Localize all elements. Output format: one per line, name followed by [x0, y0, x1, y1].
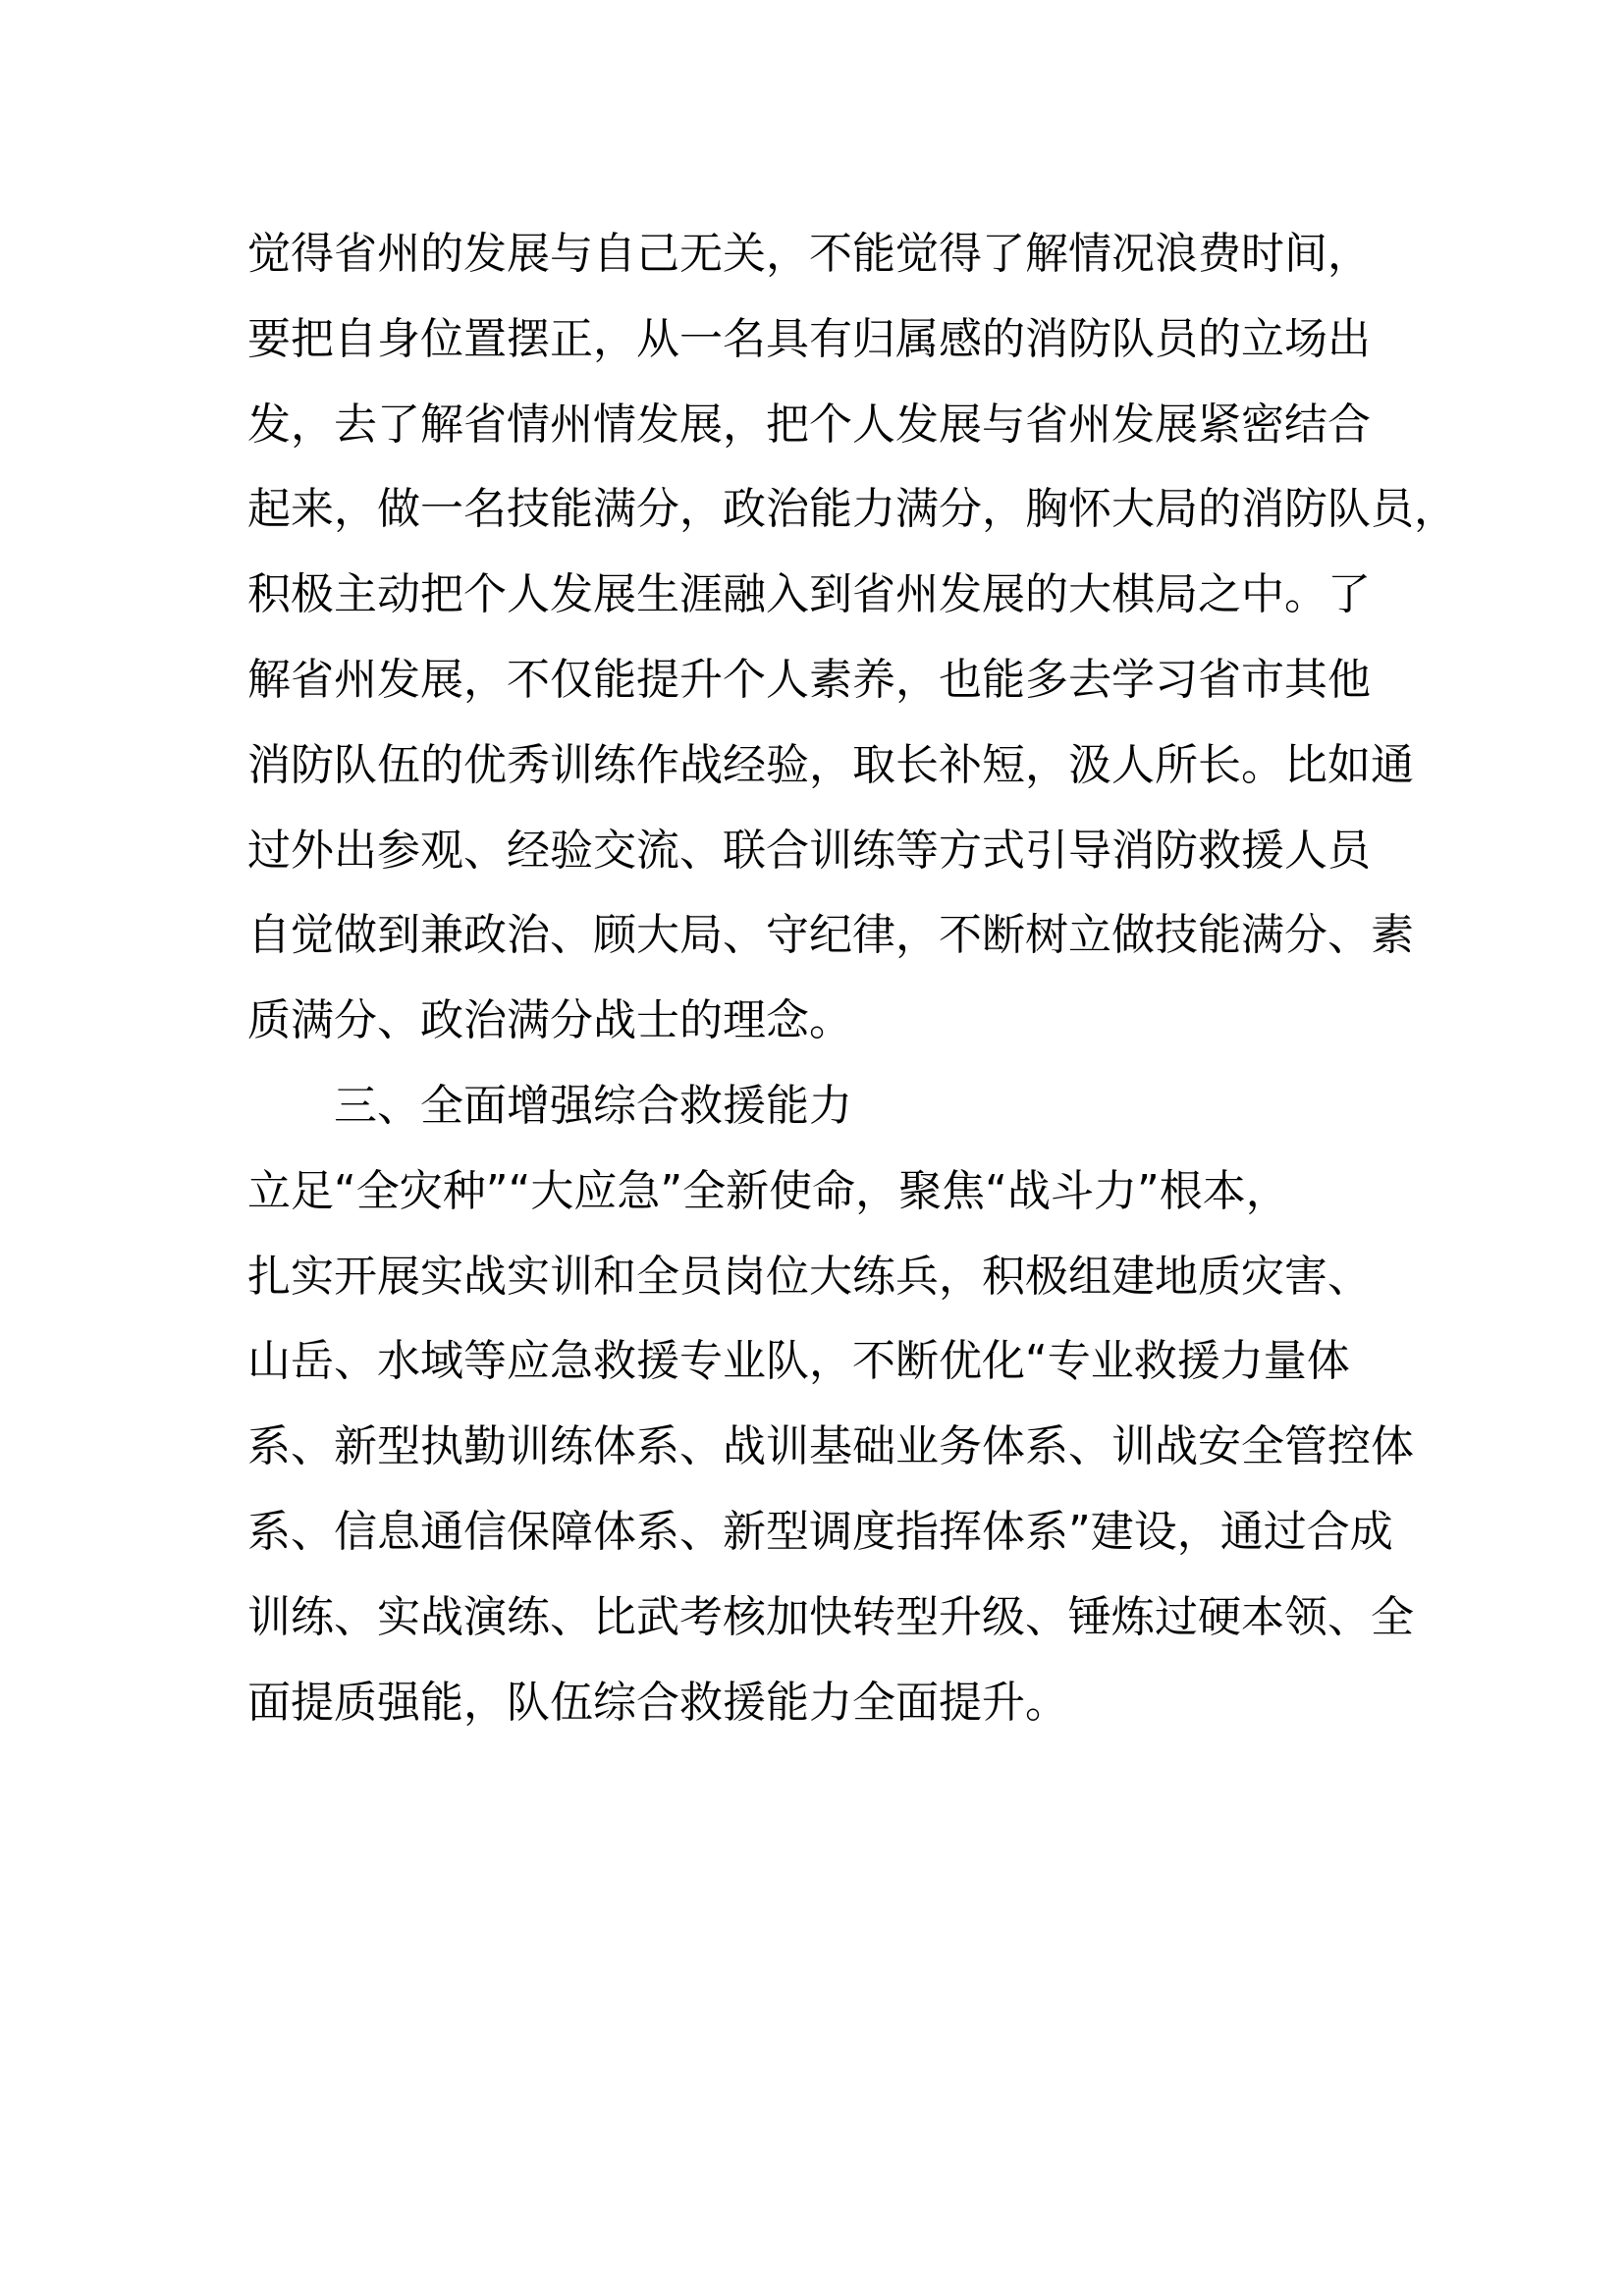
- text-line: 积极主动把个人发展生涯融入到省州发展的大棋局之中。了: [247, 569, 1371, 620]
- text-line: 山岳、水域等应急救援专业队，不断优化“专业救援力量体: [247, 1336, 1350, 1387]
- paragraph-continuation: [247, 212, 1457, 1064]
- text-line: 发，去了解省情州情发展，把个人发展与省州发展紧密结合: [247, 399, 1371, 450]
- text-line: 觉得省州的发展与自己无关，不能觉得了解情况浪费时间，: [247, 229, 1371, 279]
- text-line: 质满分、政治满分战士的理念。: [247, 995, 852, 1046]
- text-line: 面提质强能，队伍综合救援能力全面提升。: [247, 1677, 1068, 1728]
- section-heading-text: 三、全面增强综合救援能力: [334, 1080, 852, 1131]
- text-line: 系、信息通信保障体系、新型调度指挥体系”建设，通过合成: [247, 1506, 1393, 1557]
- paragraph-section-three: [247, 1149, 1426, 1746]
- text-line: 解省州发展，不仅能提升个人素养，也能多去学习省市其他: [247, 654, 1371, 705]
- text-line: 立足“全灾种”“大应急”全新使命，聚焦“战斗力”根本，: [247, 1165, 1289, 1216]
- text-line: 训练、实战演练、比武考核加快转型升级、锤炼过硬本领、全: [247, 1591, 1414, 1642]
- section-heading: [247, 1064, 1426, 1149]
- text-line: 过外出参观、经验交流、联合训练等方式引导消防救援人员: [247, 825, 1371, 876]
- document-body: [247, 212, 1457, 1745]
- text-line: 要把自身位置摆正，从一名具有归属感的消防队员的立场出: [247, 313, 1371, 364]
- text-line: 起来，做一名技能满分，政治能力满分，胸怀大局的消防队员，: [247, 484, 1457, 535]
- text-line: 自觉做到兼政治、顾大局、守纪律，不断树立做技能满分、素: [247, 910, 1414, 961]
- text-line: 消防队伍的优秀训练作战经验，取长补短，汲人所长。比如通: [247, 739, 1414, 790]
- text-line: 扎实开展实战实训和全员岗位大练兵，积极组建地质灾害、: [247, 1251, 1371, 1302]
- text-line: 系、新型执勤训练体系、战训基础业务体系、训战安全管控体: [247, 1421, 1414, 1472]
